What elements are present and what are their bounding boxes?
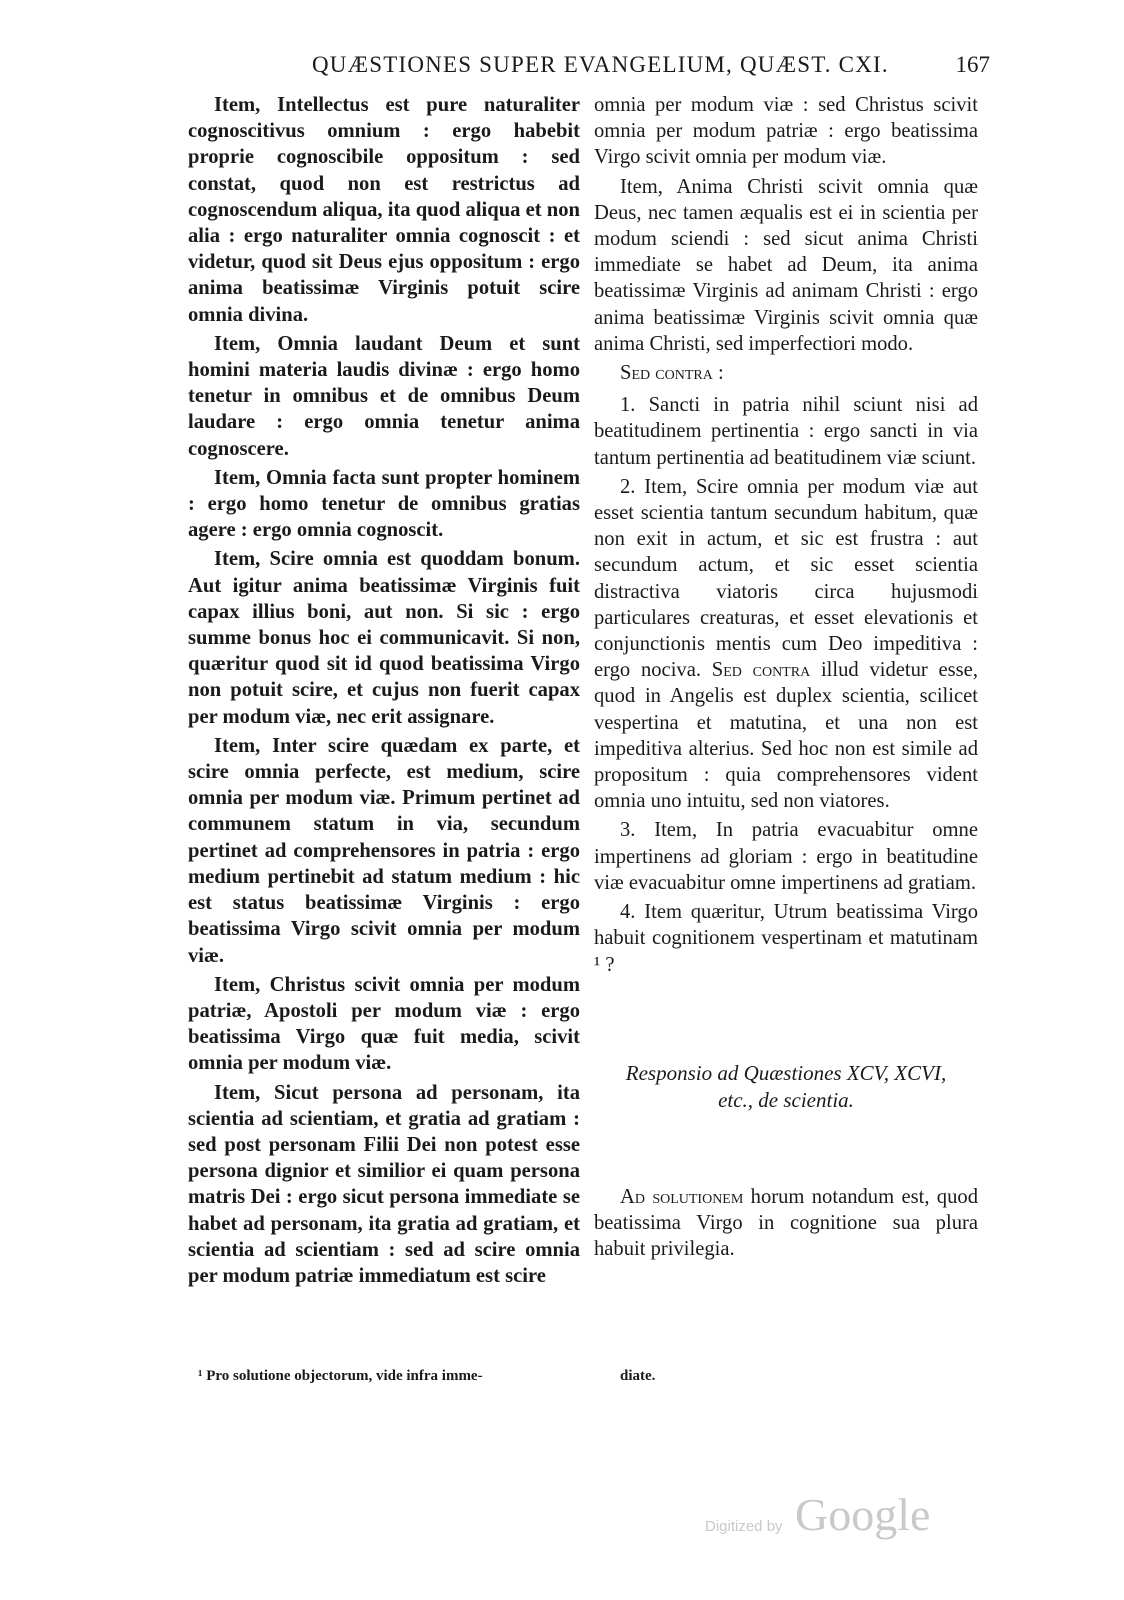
paragraph-continuation: omnia per modum viæ : sed Christus scivit omnia per modum patriæ : ergo beatissima Virgo scivit omnia per modum viæ. — [594, 94, 978, 169]
numbered-point-3: 3. Item, In patria evacuabitur omne impertinens ad gloriam : ergo in beatitudine viæ evacuabitur omne impertinens ad gratiam. — [594, 819, 978, 894]
running-head: QUÆSTIONES SUPER EVANGELIUM, QUÆST. CXI. — [312, 52, 889, 77]
paragraph: Item, Omnia facta sunt propter hominem : ergo homo tenetur de omnibus gratias agere : ergo omnia cognoscit. — [188, 466, 580, 542]
sed-contra-inline: Sed contra — [711, 659, 811, 682]
right-column — [594, 92, 978, 1265]
paragraph: Item, Anima Christi scivit omnia quæ Deus, nec tamen æqualis est ei in scientia per modum sciendi : sed sicut anima Christi immediate se habet ad Deum, ita anima beatissimæ Virginis ad animam Christi : ergo anima beatissimæ Virginis scivit omnia quæ anima Christi, sed imperfectiori modo. — [594, 175, 978, 355]
digitized-by-google-watermark — [705, 1488, 965, 1548]
section-title-line2: etc., de scientia. — [718, 1087, 854, 1112]
footnote — [198, 1368, 658, 1385]
response-lead: Ad solutionem — [620, 1185, 744, 1208]
numbered-point-1: 1. Sancti in patria nihil sciunt nisi ad beatitudinem pertinentia : ergo sancti in via tantum pertinentia ad beatitudinem viæ sciunt. — [594, 394, 978, 469]
paragraph: Item, Inter scire quædam ex parte, et scire omnia perfecte, est medium, scire omnia per modum viæ. Primum pertinet ad communem statum in via, secundum pertinet ad comprehensores in patria : ergo medium pertinebit ad statum medium : hic est status beatissimæ Virginis : ergo beatissima Virgo scivit omnia per modum viæ. — [188, 734, 580, 967]
response-text: horum notandum est, quod beatissima Virgo in cognitione sua plura habuit privilegia. — [594, 1185, 978, 1261]
paragraph: Item, Intellectus est pure naturaliter cognoscitivus omnium : ergo habebit proprie cognoscibile oppositum : sed constat, quod non est restrictus ad cognoscendum aliqua, ita quod aliqua et non alia : ergo naturaliter omnia cognoscit : et videtur, quod sit Deus ejus oppositum : ergo anima beatissimæ Virginis potuit scire omnia divina. — [188, 94, 580, 326]
watermark-small-text: Digitized by — [705, 1518, 783, 1535]
paragraph: Item, Omnia laudant Deum et sunt homini materia laudis divinæ : ergo homo tenetur in omnibus et de omnibus Deum laudare : ergo omnia tenetur anima cognoscere. — [188, 332, 580, 460]
paragraph: Item, Christus scivit omnia per modum patriæ, Apostoli per modum viæ : ergo beatissima Virgo quæ fuit media, scivit omnia per modum viæ. — [188, 973, 580, 1075]
paragraph: Item, Sicut persona ad personam, ita scientia ad scientiam, et gratia ad gratiam : sed post personam Filii Dei non potest esse persona dignior et similior ei quam persona matris Dei : ergo sicut persona immediate se habet ad personam, ita gratia ad gratiam, et scientia ad scientiam : sed ad scire omnia per modum patriæ immediatum est scire — [188, 1081, 580, 1287]
page-number: 167 — [955, 52, 990, 77]
point-2-text: 2. Item, Scire omnia per modum viæ aut esset scientia tantum secundum habitum, quæ non exit in actum, et sic est frustra : aut secundum actum, et sic esset scientia distractiva viatoris circa hujusmodi particulares creaturas, et esset elevationis et conjunctionis mentis cum Deo impeditiva : ergo nociva. — [594, 475, 978, 682]
point-2-continuation: illud videtur esse, quod in Angelis est duplex scientia, scilicet vespertina et matutina, et una non est impeditiva alterius. Sed hoc non est simile ad propositum : quia comprehensores vident omnia uno intuitu, sed non viatores. — [594, 659, 978, 813]
footnote-text: ¹ Pro solutione objectorum, vide infra imme- — [198, 1368, 483, 1384]
paragraph: Item, Scire omnia est quoddam bonum. Aut igitur anima beatissimæ Virginis fuit capax illius boni, aut non. Si sic : ergo summe bonus hoc ei communicavit. Si non, quæritur quod sit id quod beatissima Virgo non potuit scire, et cujus non fuerit capax per modum viæ, nec erit assignare. — [188, 548, 580, 728]
left-column — [188, 92, 580, 1292]
page-header — [190, 50, 990, 84]
section-title-line1: Responsio ad Quæstiones XCV, XCVI, — [625, 1060, 947, 1085]
footnote-continuation: diate. — [620, 1368, 656, 1384]
numbered-point-4: 4. Item quæritur, Utrum beatissima Virgo habuit cognitionem vespertinam et matutinam ¹ ? — [594, 901, 978, 976]
section-title — [594, 1060, 978, 1114]
response-paragraph — [594, 1184, 978, 1263]
numbered-point-2 — [594, 474, 978, 815]
watermark-logo-text: Google — [795, 1489, 931, 1540]
sed-contra-heading: Sed contra : — [620, 362, 724, 385]
